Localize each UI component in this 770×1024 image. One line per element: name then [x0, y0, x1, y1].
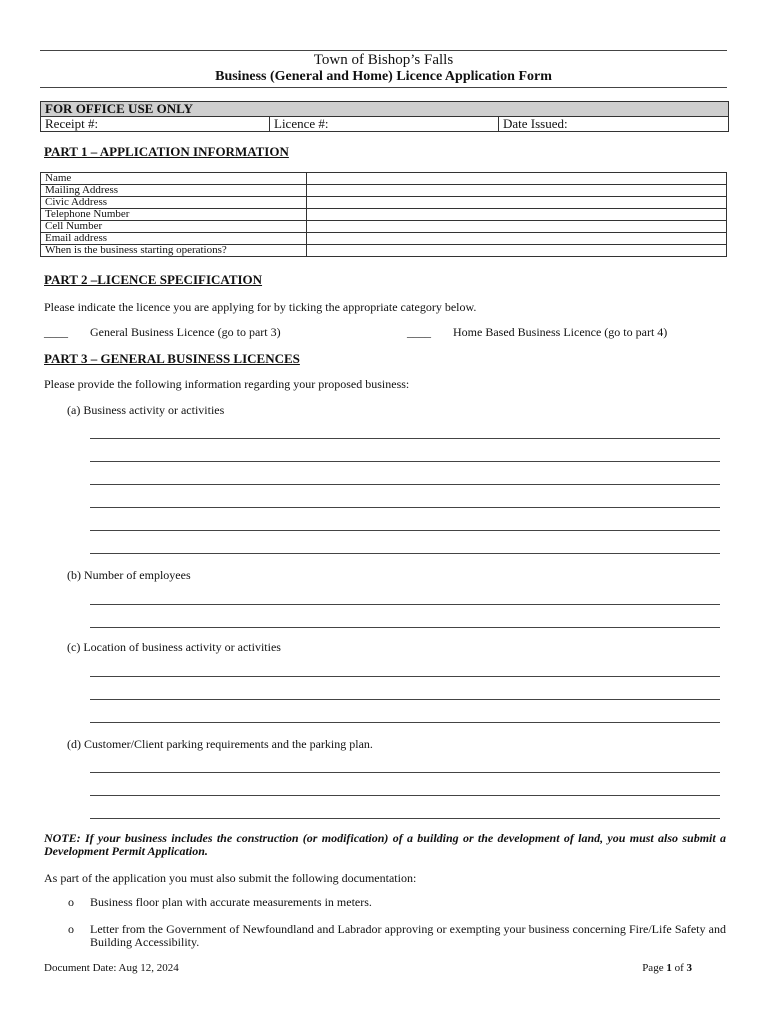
- home-licence-blank[interactable]: ____: [407, 325, 431, 339]
- page-number: 1: [666, 962, 672, 974]
- page-word: Page: [642, 962, 667, 974]
- question-a: (a) Business activity or activities: [67, 403, 225, 417]
- date-issued-field[interactable]: Date Issued:: [503, 116, 568, 131]
- answer-line[interactable]: [90, 676, 720, 677]
- name-input[interactable]: [307, 173, 727, 185]
- general-licence-option: General Business Licence (go to part 3): [90, 325, 281, 339]
- page-indicator: [642, 962, 692, 974]
- answer-line[interactable]: [90, 530, 720, 531]
- answer-line[interactable]: [90, 627, 720, 628]
- question-b: (b) Number of employees: [67, 568, 191, 582]
- field-label: When is the business starting operations?: [41, 245, 307, 257]
- field-label: Mailing Address: [41, 185, 307, 197]
- doc-item-fire-safety-letter: Letter from the Government of Newfoundland and Labrador approving or exempting your business concerning Fire/Life Safety and Building Accessibility.: [90, 922, 726, 949]
- start-date-input[interactable]: [307, 245, 727, 257]
- answer-line[interactable]: [90, 553, 720, 554]
- home-licence-option: Home Based Business Licence (go to part 4): [453, 325, 668, 339]
- cell-input[interactable]: [307, 221, 727, 233]
- answer-line[interactable]: [90, 772, 720, 773]
- part3-instruction: Please provide the following information regarding your proposed business:: [44, 377, 410, 391]
- town-name: Town of Bishop’s Falls: [313, 52, 454, 68]
- answer-line[interactable]: [90, 722, 720, 723]
- doc-item-floor-plan: Business floor plan with accurate measurements in meters.: [90, 895, 372, 909]
- civic-address-input[interactable]: [307, 197, 727, 209]
- field-label: Name: [41, 173, 307, 185]
- form-title: Business (General and Home) Licence Application Form: [215, 69, 552, 84]
- answer-line[interactable]: [90, 438, 720, 439]
- answer-line[interactable]: [90, 604, 720, 605]
- page-total: 3: [686, 962, 692, 974]
- field-label: Cell Number: [41, 221, 307, 233]
- answer-line[interactable]: [90, 699, 720, 700]
- document-date: Document Date: Aug 12, 2024: [44, 962, 179, 974]
- general-licence-blank[interactable]: ____: [44, 325, 68, 339]
- field-label: Telephone Number: [41, 209, 307, 221]
- office-use-heading: FOR OFFICE USE ONLY: [41, 102, 728, 117]
- part2-heading: PART 2 –LICENCE SPECIFICATION: [44, 272, 263, 287]
- development-permit-note: NOTE: If your business includes the construction (or modification) of a building or the development of land, you must also submit a Development Permit Application.: [44, 831, 726, 858]
- field-label: Email address: [41, 233, 307, 245]
- top-rule: [40, 50, 727, 51]
- documentation-intro: As part of the application you must also submit the following documentation:: [44, 871, 417, 885]
- bullet-icon: o: [68, 922, 74, 936]
- question-d: (d) Customer/Client parking requirements and the parking plan.: [67, 737, 373, 751]
- part1-heading: PART 1 – APPLICATION INFORMATION: [44, 144, 289, 159]
- question-c: (c) Location of business activity or activities: [67, 640, 281, 654]
- application-info-table: [40, 172, 727, 257]
- mailing-address-input[interactable]: [307, 185, 727, 197]
- page-of: of: [671, 962, 687, 974]
- office-use-box: [40, 101, 729, 132]
- part3-heading: PART 3 – GENERAL BUSINESS LICENCES: [44, 351, 300, 366]
- part2-instruction: Please indicate the licence you are applying for by ticking the appropriate category below.: [44, 300, 477, 314]
- answer-line[interactable]: [90, 507, 720, 508]
- email-input[interactable]: [307, 233, 727, 245]
- telephone-input[interactable]: [307, 209, 727, 221]
- licence-field[interactable]: Licence #:: [270, 117, 499, 131]
- answer-line[interactable]: [90, 818, 720, 819]
- bullet-icon: o: [68, 895, 74, 909]
- answer-line[interactable]: [90, 461, 720, 462]
- field-label: Civic Address: [41, 197, 307, 209]
- title-rule: [40, 87, 727, 88]
- answer-line[interactable]: [90, 795, 720, 796]
- answer-line[interactable]: [90, 484, 720, 485]
- receipt-field[interactable]: Receipt #:: [41, 117, 270, 131]
